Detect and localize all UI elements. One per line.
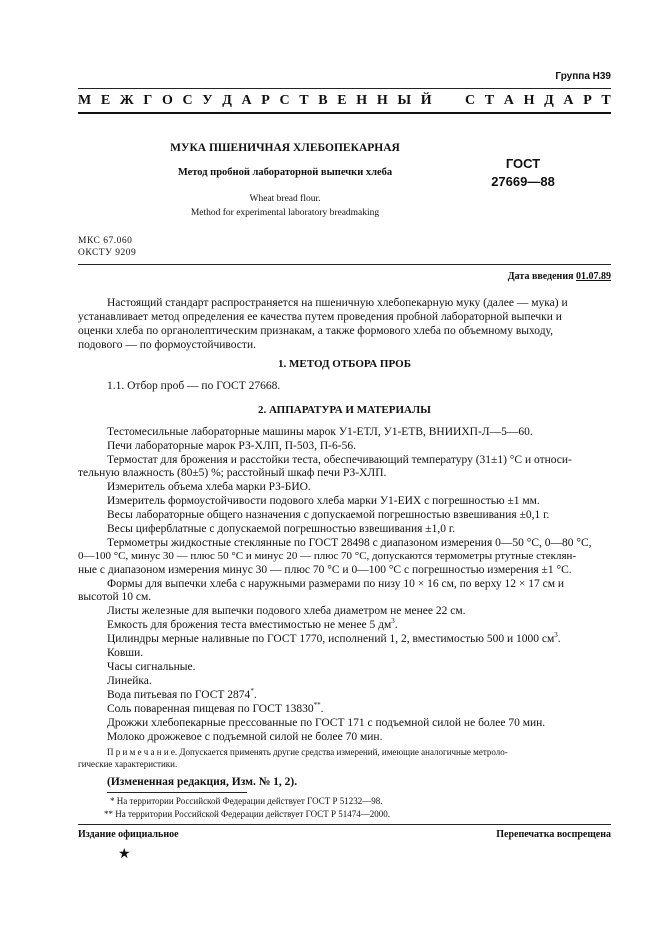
header-letter: М [78,93,92,108]
header-rule-top [78,88,611,89]
title-subtitle: Метод пробной лабораторной выпечки хлеба [177,167,393,178]
equipment-item: Измеритель объема хлеба марки РЗ-БИО. [107,481,311,493]
superscript: 3 [554,631,558,640]
equipment-item [107,702,611,716]
item-text: Вода питьевая по ГОСТ 2874 [107,689,251,701]
equipment-item: Ковши. [107,647,144,659]
equipment-item: Термометры жидкостные стеклянные по ГОСТ 28498 с диапазоном измерения 0—50 °С, 0—80 °С, [107,537,592,549]
header-letter: Г [143,93,153,108]
equipment-item: ные с диапазоном измерения минус 30 — плюс 70 °С и 0—100 °С с погрешностью измерения ±1 °С. [78,564,572,576]
equipment-item [107,618,611,632]
date-of-introduction [508,271,611,282]
equipment-item: Дрожжи хлебопекарные прессованные по ГОСТ 171 с подъемной силой не более 70 мин. [107,717,546,729]
note-line-2: гические характеристики. [78,759,178,769]
item-end: . [253,689,257,701]
amended-note: (Измененная редакция, Изм. № 1, 2). [107,776,298,788]
header-letter: Н [356,93,368,108]
header-letter: Т [601,93,611,108]
date-value: 01.07.89 [576,271,611,282]
header-letter: Т [484,93,495,108]
header-letter: Н [376,93,388,108]
equipment-item: Линейка. [107,675,152,687]
item-end: . [394,619,398,631]
equipment-item: Измеритель формоустойчивости подового хлеба марки У1-ЕИХ с погрешностью ±1 мм. [107,495,540,507]
header-letter: С [465,93,476,108]
header-letter: О [161,93,173,108]
date-rule [78,264,611,265]
footnote-2: ** На территории Российской Федерации действует ГОСТ Р 51474—2000. [104,809,390,819]
footnote-mark: ** [313,701,321,710]
star-icon: ★ [118,847,131,862]
intro-line-3: оценки хлеба по органолептическим признакам, а также формового хлеба по объемному выходу, [78,325,554,337]
header-letter: Е [100,93,111,108]
header-word-gap [441,93,455,109]
header-letter: А [241,93,252,108]
header-letter: Д [544,93,554,108]
item-text: Емкость для брожения теста вместимостью не менее 5 дм [107,619,392,631]
equipment-item: Листы железные для выпечки подового хлеба диаметром не менее 22 см. [107,605,466,617]
header-letter: У [202,93,213,108]
header-letter: Р [583,93,592,108]
header-letter: Д [222,93,232,108]
equipment-item: Весы лабораторные общего назначения с допускаемой погрешностью взвешивания ±0,1 г. [107,509,550,521]
equipment-item: тельную влажность (80±5) %; расстойный шкаф печи РЗ-ХЛП. [78,467,387,479]
item-end: . [557,633,561,645]
gost-number: 27669—88 [491,174,555,189]
header-letter: Ж [119,93,134,108]
header-letter: С [279,93,290,108]
footer-rule [78,824,611,825]
mks-code: МКС 67.060 [78,236,133,246]
footnote-rule [107,792,247,793]
header-letter: Р [261,93,270,108]
intro-line-2: устанавливает метод определения ее качества путем проведения пробной лабораторной выпечки и [78,311,562,323]
header-letter: В [318,93,328,108]
header-letter: Ы [397,93,412,108]
header-letter: С [182,93,193,108]
official-edition: Издание официальное [78,829,179,840]
equipment-item [107,688,611,702]
equipment-item: Молоко дрожжевое с подъемной силой не более 70 мин. [107,731,383,743]
header-letter: А [503,93,514,108]
item-text: Цилиндры мерные наливные по ГОСТ 1770, исполнений 1, 2, вместимостью 500 и 1000 см [107,633,555,645]
title-english-2: Method for experimental laboratory breadmaking [190,208,380,218]
header-letter: А [563,93,574,108]
header-letter: Й [420,93,432,108]
header-letter: Н [523,93,535,108]
footnote-1: * На территории Российской Федерации действует ГОСТ Р 51232—98. [110,796,383,806]
title-english-1: Wheat bread flour. [249,194,321,204]
intro-line-1: Настоящий стандарт распространяется на пшеничную хлебопекарную муку (далее — мука) и [107,297,568,309]
note-text: Допускается применять другие средства измерений, имеющие аналогичные метроло- [177,747,508,757]
equipment-item: Весы циферблатные с допускаемой погрешностью взвешивания ±1,0 г. [107,523,456,535]
header-rule-bottom [78,112,611,114]
footnote-mark: * [250,687,254,696]
equipment-item [107,632,611,646]
superscript: 3 [391,617,395,626]
note-label: П р и м е ч а н и е. [107,747,178,757]
okstu-code: ОКСТУ 9209 [78,248,137,258]
equipment-item: высотой 10 см. [78,591,152,603]
header-letter: Е [337,93,347,108]
item-text: Соль поваренная пищевая по ГОСТ 13830 [107,703,314,715]
reprint-prohibited: Перепечатка воспрещена [496,829,611,840]
equipment-item: Часы сигнальные. [107,661,196,673]
note-line-1 [107,746,611,758]
section-2-heading: 2. АППАРАТУРА И МАТЕРИАЛЫ [258,404,431,416]
equipment-item: Тестомесильные лабораторные машины марок У1-ЕТЛ, У1-ЕТВ, ВНИИХП-Л—5—60. [107,426,533,438]
date-label: Дата введения [507,271,576,282]
intro-line-4: подового — по формоустойчивости. [78,339,256,351]
equipment-item: 0—100 °С, минус 30 — плюс 50 °С и минус 20 — плюс 70 °С, допускаются термометры ртутные стеклян- [78,550,577,562]
equipment-item: Термостат для брожения и расстойки теста, обеспечивающий температуру (31±1) °С и относи- [107,454,572,466]
title-main: МУКА ПШЕНИЧНАЯ ХЛЕБОПЕКАРНАЯ [170,142,400,154]
equipment-item: Печи лабораторные марок РЗ-ХЛП, П-503, П-6-56. [107,440,356,452]
gost-label: ГОСТ [505,156,541,171]
header-letter: Т [299,93,309,108]
equipment-item: Формы для выпечки хлеба с наружными размерами по низу 10 × 16 см, по верху 12 × 17 см и [107,578,565,590]
section-1-item: 1.1. Отбор проб — по ГОСТ 27668. [107,380,281,392]
section-1-heading: 1. МЕТОД ОТБОРА ПРОБ [278,358,411,370]
item-end: . [320,703,324,715]
header-band [78,93,611,109]
group-code: Группа Н39 [555,71,611,82]
